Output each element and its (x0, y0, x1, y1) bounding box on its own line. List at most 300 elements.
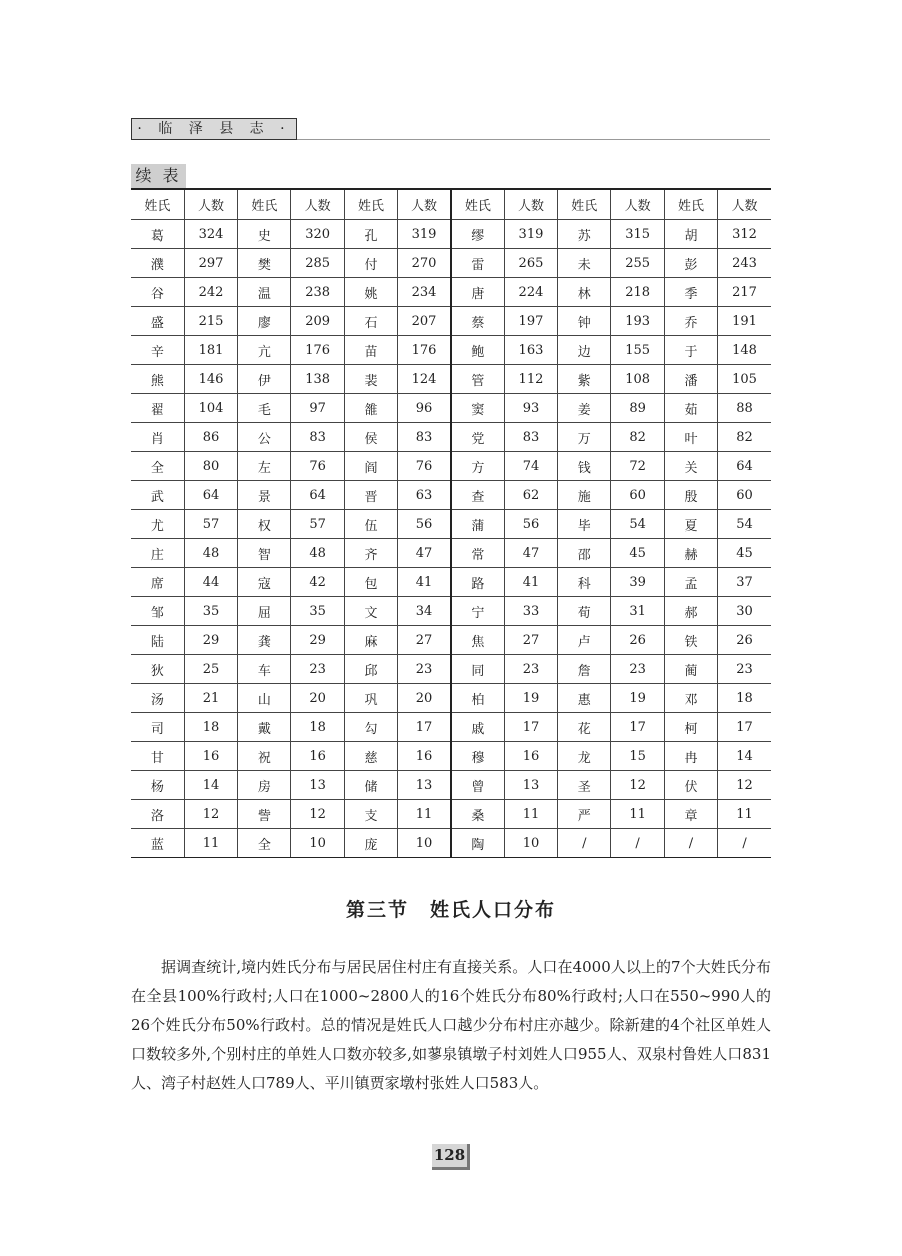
surname-cell: 施 (558, 481, 611, 510)
count-cell: 18 (291, 713, 344, 742)
count-cell: 88 (718, 394, 771, 423)
surname-cell: 科 (558, 568, 611, 597)
surname-cell: 宁 (451, 597, 504, 626)
surname-cell: 狄 (131, 655, 184, 684)
count-cell: 45 (611, 539, 664, 568)
surname-cell: 葛 (131, 220, 184, 249)
surname-cell: 蒲 (451, 510, 504, 539)
count-cell: 14 (718, 742, 771, 771)
count-cell: 12 (611, 771, 664, 800)
header-rule (297, 139, 770, 140)
surname-cell: 卢 (558, 626, 611, 655)
count-cell: 30 (718, 597, 771, 626)
count-cell: 315 (611, 220, 664, 249)
surname-cell: 汤 (131, 684, 184, 713)
count-cell: 54 (718, 510, 771, 539)
count-cell: 17 (611, 713, 664, 742)
count-cell: 319 (504, 220, 557, 249)
count-cell: 72 (611, 452, 664, 481)
count-cell: 97 (291, 394, 344, 423)
count-cell: 20 (398, 684, 451, 713)
count-cell: 23 (504, 655, 557, 684)
surname-cell: 濮 (131, 249, 184, 278)
surname-cell: 管 (451, 365, 504, 394)
surname-cell: 陆 (131, 626, 184, 655)
count-cell: 82 (611, 423, 664, 452)
surname-cell: 戴 (238, 713, 291, 742)
surname-cell: 付 (344, 249, 397, 278)
count-cell: 23 (718, 655, 771, 684)
surname-cell: 查 (451, 481, 504, 510)
surname-cell: 左 (238, 452, 291, 481)
surname-cell: 杨 (131, 771, 184, 800)
count-cell: 63 (398, 481, 451, 510)
count-cell: 11 (184, 829, 237, 858)
count-cell: 27 (504, 626, 557, 655)
surname-cell: 万 (558, 423, 611, 452)
count-cell: 324 (184, 220, 237, 249)
surname-cell: 房 (238, 771, 291, 800)
count-cell: 163 (504, 336, 557, 365)
table-body (131, 220, 771, 858)
surname-cell: 龚 (238, 626, 291, 655)
count-cell: 83 (398, 423, 451, 452)
count-cell: 285 (291, 249, 344, 278)
column-header-surname: 姓氏 (238, 189, 291, 220)
count-cell: 10 (291, 829, 344, 858)
surname-cell: 章 (664, 800, 717, 829)
count-cell: 14 (184, 771, 237, 800)
surname-cell: 焦 (451, 626, 504, 655)
surname-cell: 蓝 (131, 829, 184, 858)
surname-cell: 巩 (344, 684, 397, 713)
surname-cell: 全 (238, 829, 291, 858)
count-cell: 86 (184, 423, 237, 452)
count-cell: 83 (291, 423, 344, 452)
column-header-surname: 姓氏 (558, 189, 611, 220)
count-cell: 15 (611, 742, 664, 771)
surname-cell: 温 (238, 278, 291, 307)
count-cell: 11 (398, 800, 451, 829)
table-row (131, 626, 771, 655)
count-cell: 47 (398, 539, 451, 568)
table-row (131, 539, 771, 568)
count-cell: 33 (504, 597, 557, 626)
table-row (131, 365, 771, 394)
count-cell: 31 (611, 597, 664, 626)
count-cell: 16 (291, 742, 344, 771)
count-cell: 13 (291, 771, 344, 800)
column-header-count: 人数 (398, 189, 451, 220)
surname-cell: 缪 (451, 220, 504, 249)
count-cell: 255 (611, 249, 664, 278)
surname-cell: 晋 (344, 481, 397, 510)
surname-cell: 雒 (344, 394, 397, 423)
count-cell: 80 (184, 452, 237, 481)
count-cell: 238 (291, 278, 344, 307)
count-cell: / (611, 829, 664, 858)
surname-cell: 武 (131, 481, 184, 510)
count-cell: 76 (291, 452, 344, 481)
table-row (131, 597, 771, 626)
count-cell: 48 (184, 539, 237, 568)
column-header-count: 人数 (611, 189, 664, 220)
surname-cell: 齐 (344, 539, 397, 568)
surname-cell: 屈 (238, 597, 291, 626)
count-cell: 105 (718, 365, 771, 394)
count-cell: 319 (398, 220, 451, 249)
count-cell: 138 (291, 365, 344, 394)
surname-cell: 储 (344, 771, 397, 800)
count-cell: 29 (184, 626, 237, 655)
surname-cell: 庄 (131, 539, 184, 568)
surname-cell: 荀 (558, 597, 611, 626)
column-header-count: 人数 (718, 189, 771, 220)
count-cell: 242 (184, 278, 237, 307)
surname-cell: 未 (558, 249, 611, 278)
surname-cell: 苏 (558, 220, 611, 249)
count-cell: 18 (184, 713, 237, 742)
count-cell: 45 (718, 539, 771, 568)
surname-cell: 谷 (131, 278, 184, 307)
count-cell: 215 (184, 307, 237, 336)
surname-cell: 伍 (344, 510, 397, 539)
surname-cell: 麻 (344, 626, 397, 655)
surname-cell: 樊 (238, 249, 291, 278)
count-cell: 16 (504, 742, 557, 771)
count-cell: 243 (718, 249, 771, 278)
count-cell: 19 (611, 684, 664, 713)
running-header: · 临 泽 县 志 · (131, 118, 297, 140)
surname-cell: 蔡 (451, 307, 504, 336)
surname-cell: 钱 (558, 452, 611, 481)
table-row (131, 452, 771, 481)
count-cell: 312 (718, 220, 771, 249)
table-header-row (131, 189, 771, 220)
surname-cell: 肖 (131, 423, 184, 452)
count-cell: 218 (611, 278, 664, 307)
count-cell: 57 (291, 510, 344, 539)
count-cell: 27 (398, 626, 451, 655)
count-cell: 224 (504, 278, 557, 307)
surname-cell: 乔 (664, 307, 717, 336)
column-header-count: 人数 (291, 189, 344, 220)
surname-cell: 包 (344, 568, 397, 597)
surname-cell: 郝 (664, 597, 717, 626)
surname-cell: 于 (664, 336, 717, 365)
count-cell: 297 (184, 249, 237, 278)
table-row (131, 829, 771, 858)
table-row (131, 481, 771, 510)
count-cell: 76 (398, 452, 451, 481)
surname-cell: 文 (344, 597, 397, 626)
surname-cell: 龙 (558, 742, 611, 771)
surname-cell: 辛 (131, 336, 184, 365)
surname-cell: 赫 (664, 539, 717, 568)
surname-cell: 伊 (238, 365, 291, 394)
count-cell: 108 (611, 365, 664, 394)
surname-cell: 毛 (238, 394, 291, 423)
table-row (131, 771, 771, 800)
surname-cell: 尤 (131, 510, 184, 539)
count-cell: 11 (611, 800, 664, 829)
count-cell: 21 (184, 684, 237, 713)
surname-cell: 盛 (131, 307, 184, 336)
surname-cell: 全 (131, 452, 184, 481)
surname-cell: 窦 (451, 394, 504, 423)
count-cell: 64 (291, 481, 344, 510)
count-cell: 20 (291, 684, 344, 713)
surname-cell: 陶 (451, 829, 504, 858)
continuation-label: 续 表 (131, 164, 186, 188)
surname-cell: 同 (451, 655, 504, 684)
count-cell: 35 (184, 597, 237, 626)
surname-cell: 支 (344, 800, 397, 829)
column-header-surname: 姓氏 (451, 189, 504, 220)
surname-cell: 裴 (344, 365, 397, 394)
surname-cell: 钟 (558, 307, 611, 336)
surname-cell: 柏 (451, 684, 504, 713)
surname-cell: 曾 (451, 771, 504, 800)
count-cell: 10 (398, 829, 451, 858)
surname-cell: 史 (238, 220, 291, 249)
column-header-count: 人数 (184, 189, 237, 220)
surname-cell: 勾 (344, 713, 397, 742)
surname-cell: 智 (238, 539, 291, 568)
count-cell: 148 (718, 336, 771, 365)
count-cell: 41 (398, 568, 451, 597)
count-cell: 23 (611, 655, 664, 684)
surname-cell: 庞 (344, 829, 397, 858)
count-cell: 10 (504, 829, 557, 858)
table-row (131, 336, 771, 365)
table-row (131, 278, 771, 307)
table-row (131, 742, 771, 771)
count-cell: 60 (718, 481, 771, 510)
page-number: 128 (432, 1144, 470, 1170)
count-cell: 11 (718, 800, 771, 829)
table-row (131, 510, 771, 539)
surname-cell: 胡 (664, 220, 717, 249)
count-cell: 64 (718, 452, 771, 481)
count-cell: 54 (611, 510, 664, 539)
count-cell: 34 (398, 597, 451, 626)
surname-cell: 景 (238, 481, 291, 510)
count-cell: 207 (398, 307, 451, 336)
count-cell: 16 (184, 742, 237, 771)
count-cell: 124 (398, 365, 451, 394)
count-cell: 64 (184, 481, 237, 510)
surname-cell: 阎 (344, 452, 397, 481)
surname-cell: 叶 (664, 423, 717, 452)
surname-cell: 雷 (451, 249, 504, 278)
count-cell: 104 (184, 394, 237, 423)
count-cell: 13 (398, 771, 451, 800)
count-cell: 11 (504, 800, 557, 829)
surname-cell: 山 (238, 684, 291, 713)
surname-cell: 铁 (664, 626, 717, 655)
surname-cell: 邓 (664, 684, 717, 713)
surname-cell: 蔺 (664, 655, 717, 684)
count-cell: 56 (504, 510, 557, 539)
surname-cell: 花 (558, 713, 611, 742)
count-cell: 17 (504, 713, 557, 742)
column-header-surname: 姓氏 (344, 189, 397, 220)
count-cell: 47 (504, 539, 557, 568)
surname-cell: 圣 (558, 771, 611, 800)
surname-cell: 戚 (451, 713, 504, 742)
count-cell: 112 (504, 365, 557, 394)
count-cell: / (718, 829, 771, 858)
column-header-surname: 姓氏 (131, 189, 184, 220)
surname-cell: 桑 (451, 800, 504, 829)
table-row (131, 684, 771, 713)
surname-cell: 殷 (664, 481, 717, 510)
count-cell: 26 (718, 626, 771, 655)
count-cell: 12 (291, 800, 344, 829)
surname-cell: 石 (344, 307, 397, 336)
count-cell: 176 (291, 336, 344, 365)
count-cell: 56 (398, 510, 451, 539)
surname-cell: 姜 (558, 394, 611, 423)
count-cell: 18 (718, 684, 771, 713)
surname-cell: 詹 (558, 655, 611, 684)
count-cell: 17 (718, 713, 771, 742)
table-row (131, 423, 771, 452)
count-cell: 48 (291, 539, 344, 568)
count-cell: 217 (718, 278, 771, 307)
table-row (131, 713, 771, 742)
count-cell: 29 (291, 626, 344, 655)
count-cell: 16 (398, 742, 451, 771)
count-cell: 42 (291, 568, 344, 597)
count-cell: 191 (718, 307, 771, 336)
column-header-count: 人数 (504, 189, 557, 220)
surname-cell: 伏 (664, 771, 717, 800)
surname-cell: 路 (451, 568, 504, 597)
surname-cell: 茹 (664, 394, 717, 423)
surname-cell: 孔 (344, 220, 397, 249)
surname-cell: 柯 (664, 713, 717, 742)
count-cell: 44 (184, 568, 237, 597)
surname-cell: 苗 (344, 336, 397, 365)
surname-cell: 冉 (664, 742, 717, 771)
count-cell: 23 (398, 655, 451, 684)
table-row (131, 568, 771, 597)
table-row (131, 800, 771, 829)
surname-cell: 林 (558, 278, 611, 307)
surname-cell: 公 (238, 423, 291, 452)
surname-cell: 孟 (664, 568, 717, 597)
count-cell: 234 (398, 278, 451, 307)
count-cell: 181 (184, 336, 237, 365)
count-cell: 60 (611, 481, 664, 510)
surname-cell: 彭 (664, 249, 717, 278)
count-cell: 37 (718, 568, 771, 597)
count-cell: 19 (504, 684, 557, 713)
count-cell: 74 (504, 452, 557, 481)
surname-cell: 姚 (344, 278, 397, 307)
surname-cell: 穆 (451, 742, 504, 771)
surname-cell: 翟 (131, 394, 184, 423)
surname-cell: 邹 (131, 597, 184, 626)
count-cell: 39 (611, 568, 664, 597)
count-cell: 176 (398, 336, 451, 365)
surname-cell: 党 (451, 423, 504, 452)
surname-cell: 权 (238, 510, 291, 539)
count-cell: 83 (504, 423, 557, 452)
count-cell: 155 (611, 336, 664, 365)
table-row (131, 655, 771, 684)
count-cell: 270 (398, 249, 451, 278)
surname-cell: 熊 (131, 365, 184, 394)
surname-cell: / (558, 829, 611, 858)
surname-cell: 祝 (238, 742, 291, 771)
surname-cell: 车 (238, 655, 291, 684)
surname-cell: 席 (131, 568, 184, 597)
surname-cell: 夏 (664, 510, 717, 539)
count-cell: 146 (184, 365, 237, 394)
surname-cell: 亢 (238, 336, 291, 365)
table-row (131, 249, 771, 278)
surname-cell: 边 (558, 336, 611, 365)
surname-cell: 廖 (238, 307, 291, 336)
count-cell: 17 (398, 713, 451, 742)
surname-cell: 侯 (344, 423, 397, 452)
count-cell: 93 (504, 394, 557, 423)
body-paragraph: 据调查统计,境内姓氏分布与居民居住村庄有直接关系。人口在4000人以上的7个大姓氏分布在全县100%行政村;人口在1000~2800人的16个姓氏分布80%行政村;人口在550~990人的26个姓氏分布50%行政村。总的情况是姓氏人口越少分布村庄亦越少。除新建的4个社区单姓人口数较多外,个别村庄的单姓人口数亦较多,如蓼泉镇墩子村刘姓人口955人、双泉村鲁姓人口831人、湾子村赵姓人口789人、平川镇贾家墩村张姓人口583人。 (131, 958, 771, 1092)
surname-population-table (131, 188, 771, 858)
surname-cell: 洛 (131, 800, 184, 829)
count-cell: 13 (504, 771, 557, 800)
surname-cell: 毕 (558, 510, 611, 539)
surname-cell: 訾 (238, 800, 291, 829)
count-cell: 23 (291, 655, 344, 684)
count-cell: 82 (718, 423, 771, 452)
count-cell: 12 (184, 800, 237, 829)
surname-cell: / (664, 829, 717, 858)
section-title: 第三节 姓氏人口分布 (345, 899, 556, 921)
surname-cell: 邱 (344, 655, 397, 684)
surname-cell: 寇 (238, 568, 291, 597)
count-cell: 62 (504, 481, 557, 510)
count-cell: 57 (184, 510, 237, 539)
surname-cell: 鲍 (451, 336, 504, 365)
table-row (131, 394, 771, 423)
surname-cell: 季 (664, 278, 717, 307)
count-cell: 209 (291, 307, 344, 336)
surname-cell: 潘 (664, 365, 717, 394)
count-cell: 89 (611, 394, 664, 423)
surname-cell: 紫 (558, 365, 611, 394)
surname-cell: 司 (131, 713, 184, 742)
surname-cell: 邵 (558, 539, 611, 568)
surname-cell: 甘 (131, 742, 184, 771)
surname-cell: 方 (451, 452, 504, 481)
count-cell: 320 (291, 220, 344, 249)
surname-cell: 惠 (558, 684, 611, 713)
surname-cell: 常 (451, 539, 504, 568)
surname-cell: 关 (664, 452, 717, 481)
column-header-surname: 姓氏 (664, 189, 717, 220)
count-cell: 96 (398, 394, 451, 423)
surname-cell: 慈 (344, 742, 397, 771)
count-cell: 265 (504, 249, 557, 278)
count-cell: 193 (611, 307, 664, 336)
count-cell: 26 (611, 626, 664, 655)
surname-cell: 唐 (451, 278, 504, 307)
count-cell: 12 (718, 771, 771, 800)
